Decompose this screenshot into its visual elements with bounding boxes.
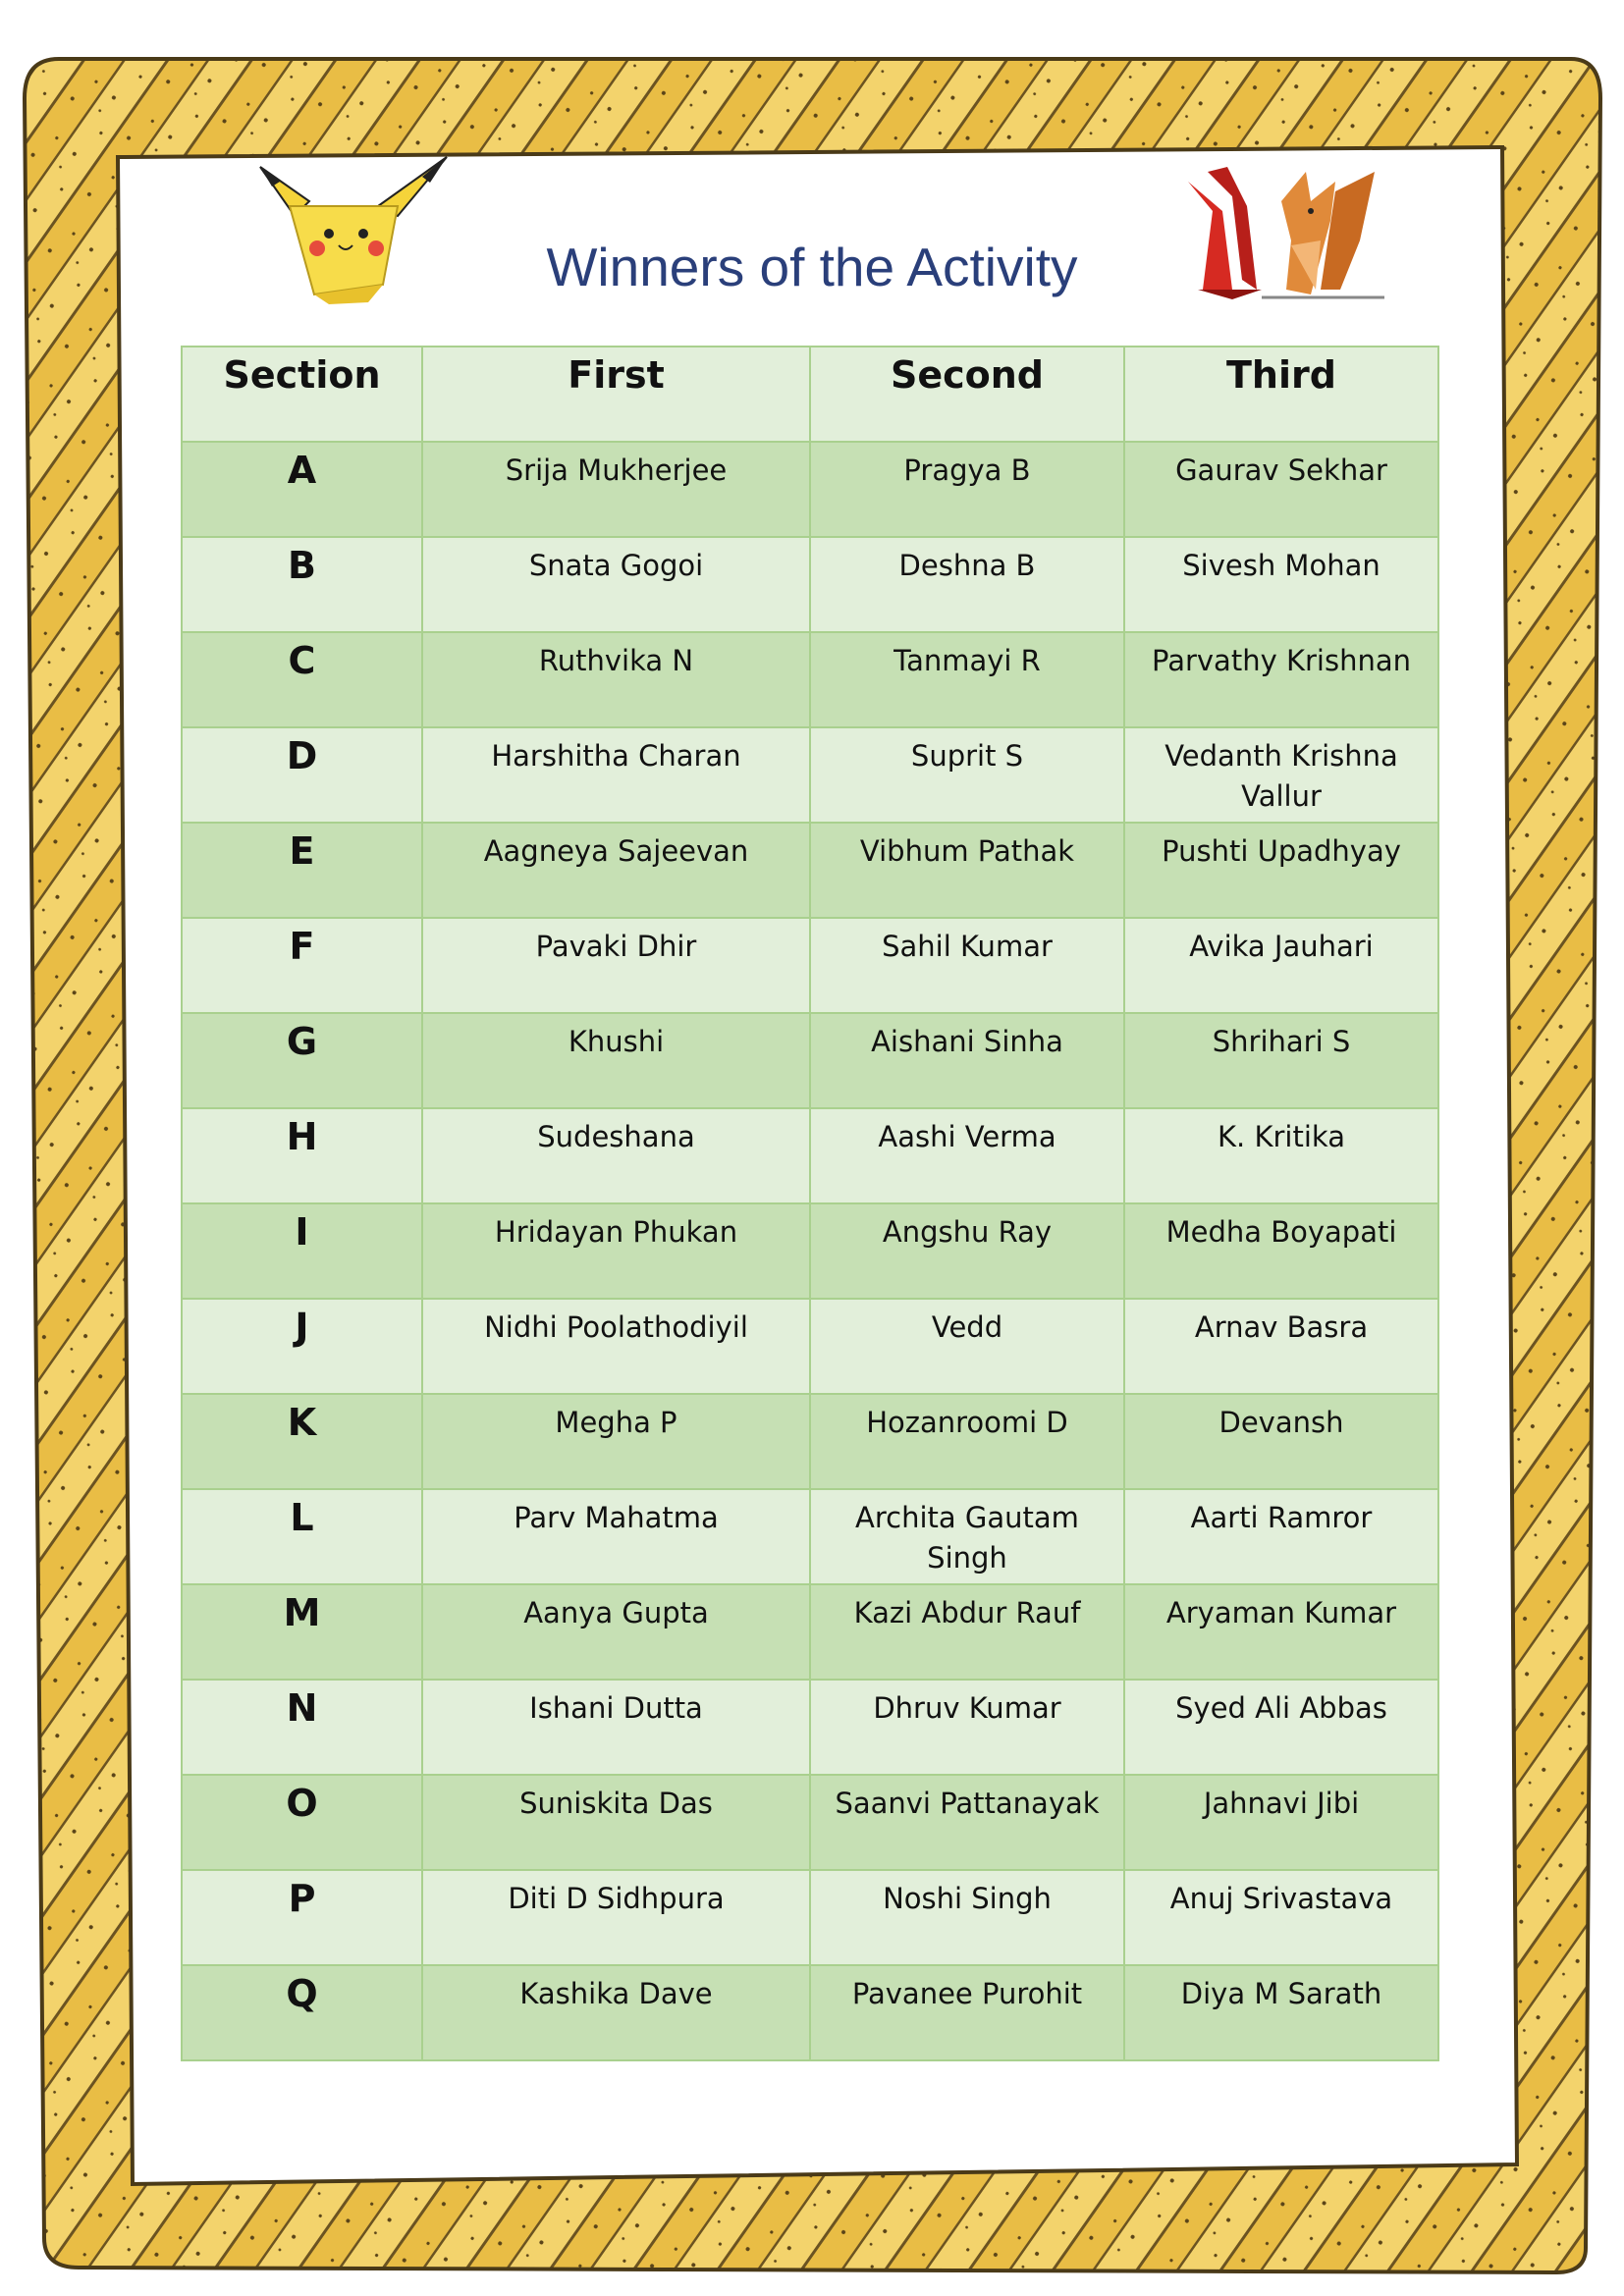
table-row xyxy=(182,1299,1438,1394)
first-cell: Ishani Dutta xyxy=(422,1680,810,1775)
section-cell: N xyxy=(182,1680,422,1775)
third-cell: Parvathy Krishnan xyxy=(1124,632,1438,727)
second-cell: Sahil Kumar xyxy=(810,918,1124,1013)
first-cell: Diti D Sidhpura xyxy=(422,1870,810,1965)
first-cell: Suniskita Das xyxy=(422,1775,810,1870)
third-cell: Pushti Upadhyay xyxy=(1124,823,1438,918)
table-row xyxy=(182,442,1438,537)
page-title: Winners of the Activity xyxy=(546,237,1078,297)
table-row xyxy=(182,1775,1438,1870)
header-section: Section xyxy=(182,347,422,442)
third-cell: Arnav Basra xyxy=(1124,1299,1438,1394)
second-cell: Saanvi Pattanayak xyxy=(810,1775,1124,1870)
second-cell: Deshna B xyxy=(810,537,1124,632)
table-row xyxy=(182,632,1438,727)
table-row xyxy=(182,1394,1438,1489)
first-cell: Ruthvika N xyxy=(422,632,810,727)
third-cell: Jahnavi Jibi xyxy=(1124,1775,1438,1870)
table-row xyxy=(182,1108,1438,1203)
section-cell: C xyxy=(182,632,422,727)
first-cell: Srija Mukherjee xyxy=(422,442,810,537)
section-cell: E xyxy=(182,823,422,918)
section-cell: I xyxy=(182,1203,422,1299)
first-cell: Megha P xyxy=(422,1394,810,1489)
section-cell: Q xyxy=(182,1965,422,2060)
first-cell: Kashika Dave xyxy=(422,1965,810,2060)
section-cell: P xyxy=(182,1870,422,1965)
second-cell: Aishani Sinha xyxy=(810,1013,1124,1108)
third-cell: Gaurav Sekhar xyxy=(1124,442,1438,537)
second-cell: Angshu Ray xyxy=(810,1203,1124,1299)
table-row xyxy=(182,1680,1438,1775)
table-header-row xyxy=(182,347,1438,442)
second-cell: Pavanee Purohit xyxy=(810,1965,1124,2060)
third-cell: Shrihari S xyxy=(1124,1013,1438,1108)
second-cell: Hozanroomi D xyxy=(810,1394,1124,1489)
first-cell: Pavaki Dhir xyxy=(422,918,810,1013)
third-cell: Medha Boyapati xyxy=(1124,1203,1438,1299)
first-cell: Nidhi Poolathodiyil xyxy=(422,1299,810,1394)
table-row xyxy=(182,1965,1438,2060)
header-third: Third xyxy=(1124,347,1438,442)
second-cell: Kazi Abdur Rauf xyxy=(810,1584,1124,1680)
first-cell: Aagneya Sajeevan xyxy=(422,823,810,918)
third-cell: Syed Ali Abbas xyxy=(1124,1680,1438,1775)
second-cell: Archita Gautam Singh xyxy=(810,1489,1124,1584)
third-cell: Devansh xyxy=(1124,1394,1438,1489)
section-cell: D xyxy=(182,727,422,823)
second-cell: Noshi Singh xyxy=(810,1870,1124,1965)
second-cell: Dhruv Kumar xyxy=(810,1680,1124,1775)
header-first: First xyxy=(422,347,810,442)
section-cell: O xyxy=(182,1775,422,1870)
first-cell: Harshitha Charan xyxy=(422,727,810,823)
second-cell: Pragya B xyxy=(810,442,1124,537)
third-cell: Avika Jauhari xyxy=(1124,918,1438,1013)
third-cell: Diya M Sarath xyxy=(1124,1965,1438,2060)
section-cell: L xyxy=(182,1489,422,1584)
table-row xyxy=(182,1870,1438,1965)
section-cell: H xyxy=(182,1108,422,1203)
second-cell: Aashi Verma xyxy=(810,1108,1124,1203)
section-cell: K xyxy=(182,1394,422,1489)
first-cell: Sudeshana xyxy=(422,1108,810,1203)
section-cell: B xyxy=(182,537,422,632)
first-cell: Aanya Gupta xyxy=(422,1584,810,1680)
third-cell: Anuj Srivastava xyxy=(1124,1870,1438,1965)
third-cell: K. Kritika xyxy=(1124,1108,1438,1203)
header-second: Second xyxy=(810,347,1124,442)
section-cell: M xyxy=(182,1584,422,1680)
table-row xyxy=(182,918,1438,1013)
table-row xyxy=(182,537,1438,632)
table-row xyxy=(182,1013,1438,1108)
section-cell: G xyxy=(182,1013,422,1108)
table-row xyxy=(182,823,1438,918)
third-cell: Vedanth Krishna Vallur xyxy=(1124,727,1438,823)
winners-table xyxy=(181,346,1439,2061)
first-cell: Hridayan Phukan xyxy=(422,1203,810,1299)
section-cell: F xyxy=(182,918,422,1013)
table-row xyxy=(182,1203,1438,1299)
first-cell: Khushi xyxy=(422,1013,810,1108)
second-cell: Vibhum Pathak xyxy=(810,823,1124,918)
second-cell: Suprit S xyxy=(810,727,1124,823)
first-cell: Parv Mahatma xyxy=(422,1489,810,1584)
table-row xyxy=(182,1584,1438,1680)
first-cell: Snata Gogoi xyxy=(422,537,810,632)
table-row xyxy=(182,1489,1438,1584)
third-cell: Sivesh Mohan xyxy=(1124,537,1438,632)
second-cell: Vedd xyxy=(810,1299,1124,1394)
third-cell: Aarti Ramror xyxy=(1124,1489,1438,1584)
section-cell: J xyxy=(182,1299,422,1394)
second-cell: Tanmayi R xyxy=(810,632,1124,727)
table-row xyxy=(182,727,1438,823)
third-cell: Aryaman Kumar xyxy=(1124,1584,1438,1680)
section-cell: A xyxy=(182,442,422,537)
